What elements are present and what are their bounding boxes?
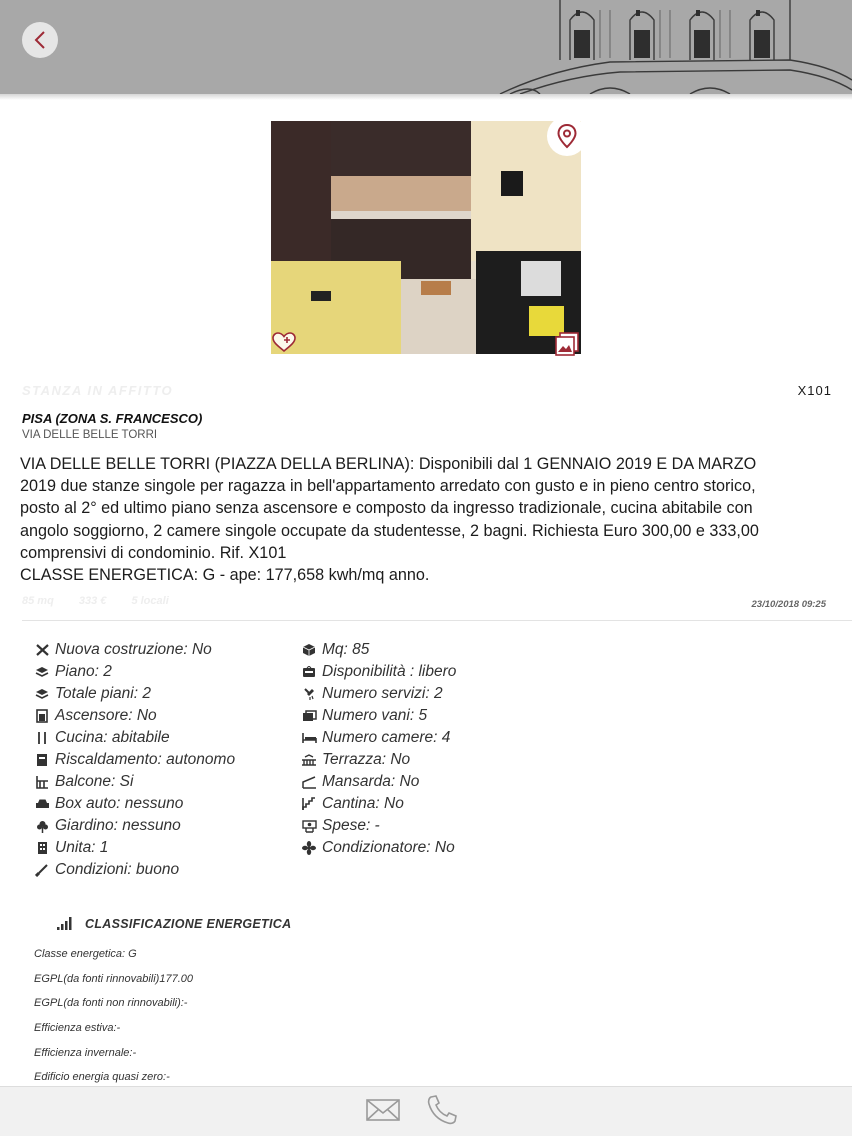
header-bar	[0, 0, 852, 94]
feature-item: Cantina: No	[301, 793, 456, 815]
open-sign-icon	[301, 665, 317, 679]
energy-list	[34, 942, 193, 1090]
call-button[interactable]	[425, 1093, 459, 1127]
brush-icon	[34, 863, 50, 877]
layers-icon	[34, 687, 50, 701]
listing-description	[20, 453, 835, 586]
feature-item: Terrazza: No	[301, 749, 456, 771]
gallery-icon	[553, 330, 581, 358]
signal-bars-icon	[56, 916, 73, 931]
feature-item: Numero camere: 4	[301, 727, 456, 749]
listing-date: 23/10/2018 09:25	[751, 599, 826, 610]
feature-item: Piano: 2	[34, 661, 235, 683]
energy-item: Efficienza estiva:-	[34, 1022, 121, 1035]
description-line: CLASSE ENERGETICA: G - ape: 177,658 kwh/mq anno.	[20, 566, 430, 585]
elevator-icon	[34, 709, 50, 723]
description-line: 2019 due stanze singole per ragazza in bell'appartamento arredato con gusto e in pieno centro storico,	[20, 477, 756, 496]
energy-item: Classe energetica: G	[34, 948, 137, 961]
balcony-icon	[34, 775, 50, 789]
listing-street: VIA DELLE BELLE TORRI	[22, 429, 158, 441]
bed-icon	[301, 731, 317, 745]
section-divider	[22, 620, 852, 621]
email-button[interactable]	[365, 1096, 401, 1124]
stairs-icon	[301, 797, 317, 811]
attic-icon	[301, 775, 317, 789]
feature-item: Totale piani: 2	[34, 683, 235, 705]
feature-item: Giardino: nessuno	[34, 815, 235, 837]
feature-item: Box auto: nessuno	[34, 793, 235, 815]
heart-plus-icon	[270, 328, 298, 356]
listing-photo[interactable]	[271, 121, 581, 354]
energy-item: Edificio energia quasi zero:-	[34, 1071, 170, 1084]
mail-icon	[365, 1096, 401, 1124]
add-favorite-button[interactable]	[270, 328, 298, 356]
features-left-list	[34, 639, 235, 881]
feature-item: Riscaldamento: autonomo	[34, 749, 235, 771]
feature-item: Condizionatore: No	[301, 837, 456, 859]
terrace-icon	[301, 753, 317, 767]
back-button[interactable]	[22, 22, 58, 58]
phone-icon	[425, 1093, 459, 1127]
feature-item: Numero vani: 5	[301, 705, 456, 727]
energy-section-header	[56, 916, 291, 931]
feature-item: Balcone: Si	[34, 771, 235, 793]
feature-item: Cucina: abitabile	[34, 727, 235, 749]
stat-area: 85 mq	[22, 595, 54, 607]
feature-item: Nuova costruzione: No	[34, 639, 235, 661]
description-line: comprensivi di condominio. Rif. X101	[20, 543, 287, 562]
layers-icon	[34, 665, 50, 679]
description-line: angolo soggiorno, 2 camere singole occupate da studentesse, 2 bagni. Richiesta Euro 300,00 e 333,00	[20, 521, 759, 540]
feature-item: Mansarda: No	[301, 771, 456, 793]
feature-item: Unita: 1	[34, 837, 235, 859]
energy-item: EGPL(da fonti rinnovabili)177.00	[34, 972, 193, 985]
shower-icon	[301, 687, 317, 701]
listing-reference: X101	[797, 383, 832, 398]
energy-section-title: CLASSIFICAZIONE ENERGETICA	[85, 916, 292, 931]
gallery-button[interactable]	[553, 330, 581, 358]
tools-icon	[34, 643, 50, 657]
stat-price: 333 €	[78, 595, 107, 607]
map-pin-button[interactable]	[547, 116, 587, 156]
tower-illustration	[490, 0, 852, 94]
kitchen-photo-image	[271, 121, 581, 354]
feature-item: Numero servizi: 2	[301, 683, 456, 705]
energy-item: EGPL(da fonti non rinnovabili):-	[34, 997, 188, 1010]
feature-item: Ascensore: No	[34, 705, 235, 727]
cube-icon	[301, 643, 317, 657]
listing-type: STANZA IN AFFITTO	[22, 383, 174, 398]
stat-rooms: 5 locali	[131, 595, 169, 607]
fan-icon	[301, 841, 317, 855]
car-icon	[34, 797, 50, 811]
money-icon	[301, 819, 317, 833]
listing-city: PISA (ZONA S. FRANCESCO)	[22, 411, 203, 426]
listing-stats	[22, 595, 191, 607]
feature-item: Spese: -	[301, 815, 456, 837]
features-right-list	[301, 639, 456, 859]
map-pin-icon	[556, 123, 578, 149]
chevron-left-icon	[33, 30, 47, 50]
feature-item: Disponibilità : libero	[301, 661, 456, 683]
building-icon	[34, 841, 50, 855]
energy-item: Efficienza invernale:-	[34, 1046, 137, 1059]
feature-item: Mq: 85	[301, 639, 456, 661]
description-line: posto al 2° ed ultimo piano senza ascensore e composto da ingresso tradizionale, cucina abitabile con	[20, 499, 753, 518]
rooms-icon	[301, 709, 317, 723]
description-line: VIA DELLE BELLE TORRI (PIAZZA DELLA BERLINA): Disponibili dal 1 GENNAIO 2019 E DA MARZO	[20, 455, 757, 473]
heater-icon	[34, 753, 50, 767]
header-shadow	[0, 94, 852, 100]
cutlery-icon	[34, 731, 50, 745]
flower-icon	[34, 819, 50, 833]
feature-item: Condizioni: buono	[34, 859, 235, 881]
